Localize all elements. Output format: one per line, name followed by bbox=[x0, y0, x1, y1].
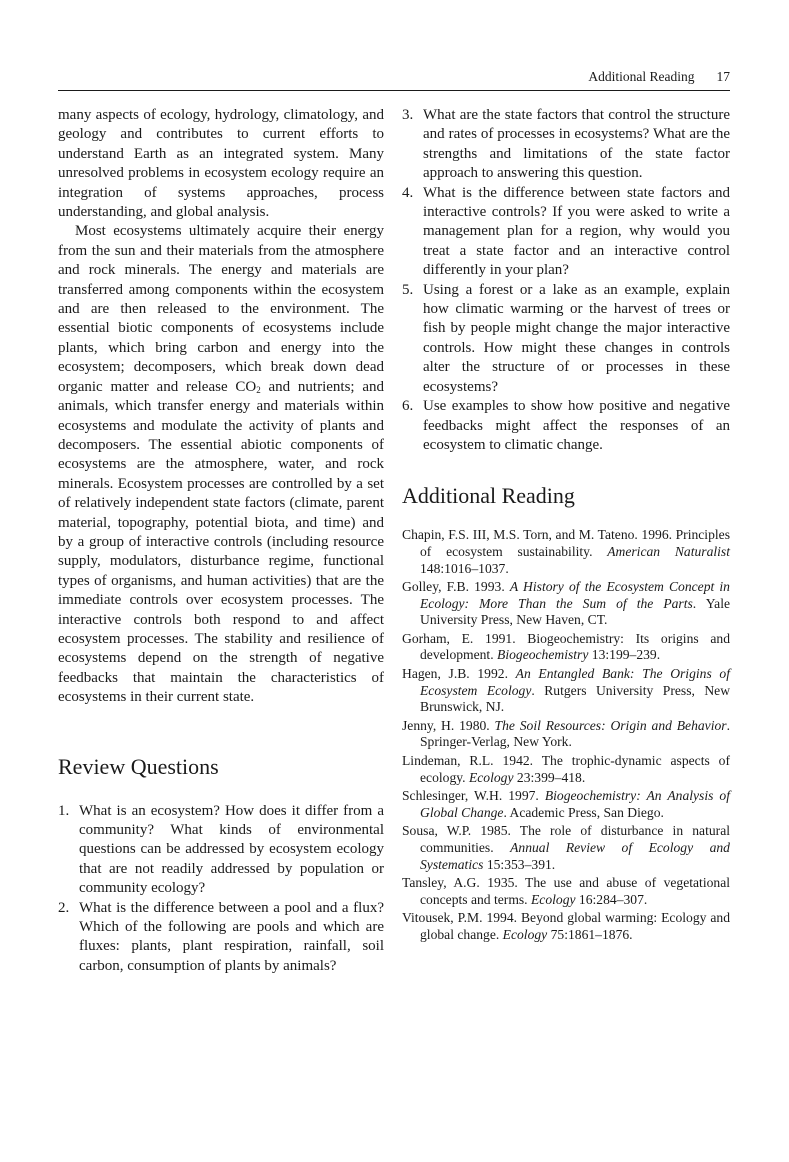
additional-reading-heading: Additional Reading bbox=[402, 483, 575, 509]
questions-list-left bbox=[58, 802, 384, 977]
running-title: Additional Reading bbox=[588, 69, 695, 84]
running-head bbox=[58, 69, 730, 85]
subscript-2: 2 bbox=[256, 384, 261, 395]
reference-item: Chapin, F.S. III, M.S. Torn, and M. Tateno. 1996. Principles of ecosystem sustainability. American Naturalist 148:1016–1037. bbox=[402, 527, 730, 576]
reference-item: Tansley, A.G. 1935. The use and abuse of vegetational concepts and terms. Ecology 16:284–307. bbox=[402, 875, 730, 907]
reference-item: Lindeman, R.L. 1942. The trophic-dynamic aspects of ecology. Ecology 23:399–418. bbox=[402, 753, 730, 785]
reference-item: Vitousek, P.M. 1994. Beyond global warming: Ecology and global change. Ecology 75:1861–1876. bbox=[402, 910, 730, 942]
paragraph-2-part-a: Most ecosystems ultimately acquire their energy from the sun and their materials from the atmosphere and rock minerals. The energy and materials are transferred among components within the ecosystem and are then released to the environment. The essential biotic components of ecosystems include plants, which bring carbon and energy into the ecosystem; decomposers, which break down dead organic matter and release CO bbox=[58, 223, 384, 395]
question-6: 6. Use examples to show how positive and negative feedbacks might affect the responses of an ecosystem to climatic change. bbox=[402, 398, 730, 453]
right-column bbox=[402, 106, 730, 946]
question-2: 2. What is the difference between a pool and a flux? Which of the following are pools and which are fluxes: plants, plant respiration, rainfall, soil carbon, consumption of plants by animals? bbox=[58, 899, 384, 974]
reference-item: Schlesinger, W.H. 1997. Biogeochemistry: An Analysis of Global Change. Academic Press, San Diego. bbox=[402, 788, 730, 820]
reference-item: Golley, F.B. 1993. A History of the Ecosystem Concept in Ecology: More Than the Sum of the Parts. Yale University Press, New Haven, CT. bbox=[402, 579, 730, 628]
page-number: 17 bbox=[716, 69, 730, 84]
reference-list bbox=[402, 527, 730, 943]
paragraph-2 bbox=[58, 222, 384, 707]
question-5: 5. Using a forest or a lake as an example, explain how climatic warming or the harvest of trees or fish by people might change the major interactive controls. How might these changes in controls alter the structure of or processes in these ecosystems? bbox=[402, 281, 730, 395]
questions-list-right bbox=[402, 106, 730, 455]
paragraph-1: many aspects of ecology, hydrology, climatology, and geology and contributes to current efforts to understand Earth as an integrated system. Many unresolved problems in ecosystem ecology require an integration of systems approaches, process understanding, and global analysis. bbox=[58, 107, 384, 221]
review-questions-heading: Review Questions bbox=[58, 753, 219, 779]
header-rule bbox=[58, 90, 730, 91]
reference-item: Jenny, H. 1980. The Soil Resources: Origin and Behavior. Springer-Verlag, New York. bbox=[402, 717, 730, 750]
question-3: 3. What are the state factors that control the structure and rates of processes in ecosystems? What are the strengths and limitations of the state factor approach to answering this question. bbox=[402, 107, 730, 182]
reference-item: Hagen, J.B. 1992. An Entangled Bank: The Origins of Ecosystem Ecology. Rutgers University Press, New Brunswick, NJ. bbox=[402, 666, 731, 715]
question-1: 1. What is an ecosystem? How does it differ from a community? What kinds of environmental questions can be addressed by ecosystem ecology that are not readily addressed by population or community ecology? bbox=[58, 802, 384, 897]
reference-item: Gorham, E. 1991. Biogeochemistry: Its origins and development. Biogeochemistry 13:199–239. bbox=[402, 630, 730, 663]
question-4: 4. What is the difference between state factors and interactive controls? If you were asked to write a management plan for a region, why would you treat a state factor and an interactive control differently in your plan? bbox=[402, 184, 730, 279]
left-column bbox=[58, 106, 384, 976]
reference-item: Sousa, W.P. 1985. The role of disturbance in natural communities. Annual Review of Ecology and Systematics 15:353–391. bbox=[402, 823, 730, 872]
paragraph-2-part-b: and nutrients; and animals, which transfer energy and materials within ecosystems and modulate the activity of plants and decomposers. The essential abiotic components of ecosystems are the atmosphere, water, and rock minerals. Ecosystem processes are controlled by a set of relatively independent state factors (climate, parent material, topography, potential biota, and time) and by a group of interactive controls (including resource supply, modulators, disturbance regime, functional types of organisms, and human activities) that are the immediate controls over ecosystem processes. The interactive controls both respond to and affect ecosystem processes. The stability and resilience of ecosystems depend on the strength of negative feedbacks that maintain the characteristics of ecosystems in their current state. bbox=[58, 378, 384, 706]
